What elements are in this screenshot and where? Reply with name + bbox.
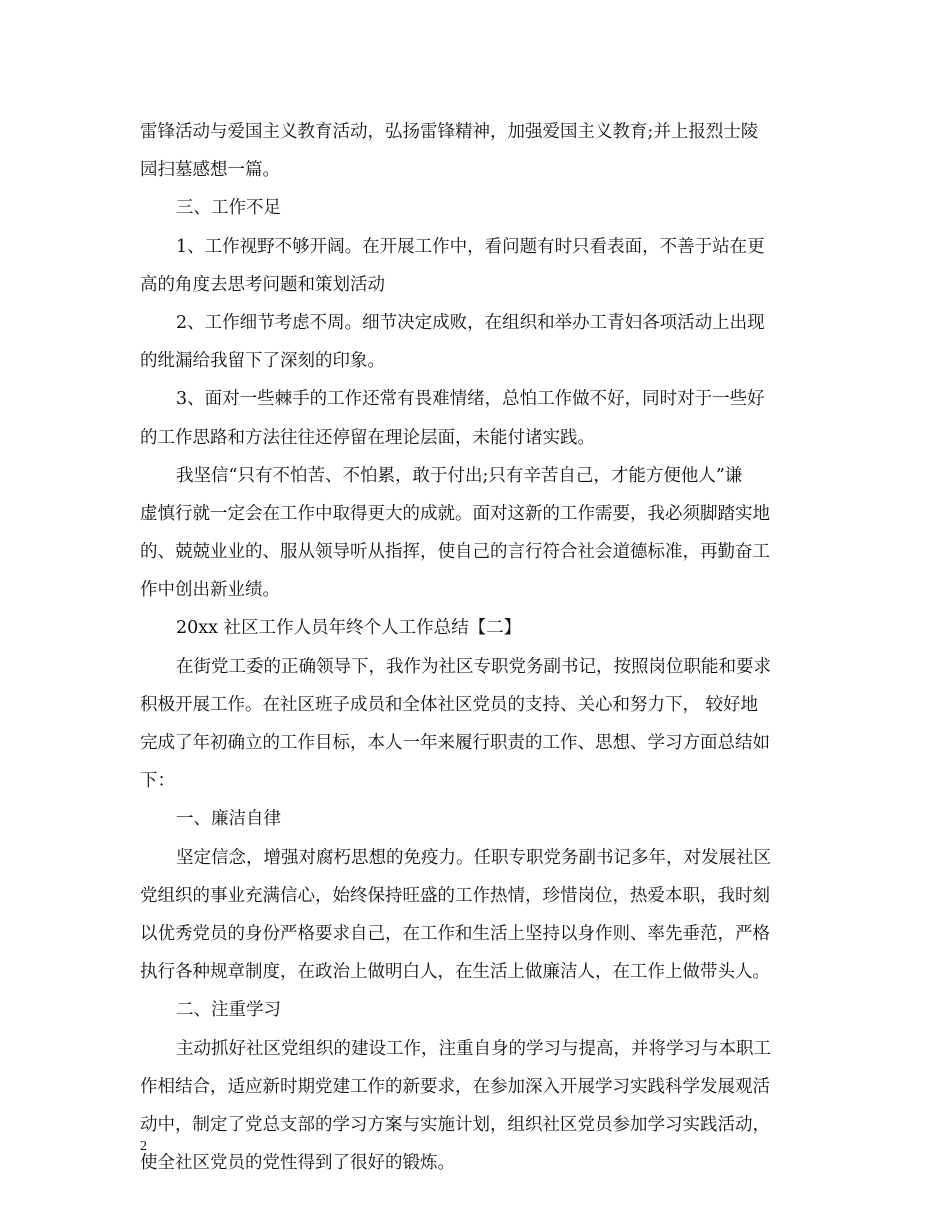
text-line: 在街党工委的正确领导下，我作为社区专职党务副书记，按照岗位职能和要求: [176, 656, 771, 677]
text-line: 雷锋活动与爱国主义教育活动，弘扬雷锋精神，加强爱国主义教育;并上报烈士陵: [140, 122, 759, 142]
document-body: [140, 113, 810, 1182]
text-line: 党组织的事业充满信心，始终保持旺盛的工作热情，珍惜岗位，热爱本职，我时刻: [140, 885, 770, 906]
page-number: 2: [140, 1139, 147, 1154]
text-line: 高的角度去思考问题和策划活动: [140, 274, 385, 295]
text-line: 3、面对一些棘手的工作还常有畏难情绪，总怕工作做不好，同时对于一些好: [176, 389, 765, 410]
text-line: 的工作思路和方法往往还停留在理论层面，未能付诸实践。: [140, 427, 595, 448]
text-line: 二、注重学习: [176, 1000, 281, 1021]
text-line: 坚定信念，增强对腐朽思想的免疫力。任职专职党务副书记多年，对发展社区: [176, 847, 771, 868]
text-line: 一、廉洁自律: [176, 809, 281, 830]
text-line: 园扫墓感想一篇。: [140, 160, 280, 181]
text-line: 的、兢兢业业的、服从领导听从指挥，使自己的言行符合社会道德标准，再勤奋工: [140, 542, 770, 563]
text-line: 作中创出新业绩。: [140, 580, 280, 601]
text-line: 作相结合，适应新时期党建工作的新要求，在参加深入开展学习实践科学发展观活: [140, 1076, 770, 1097]
text-line: 以优秀党员的身份严格要求自己，在工作和生活上坚持以身作则、率先垂范，严格: [140, 923, 770, 944]
text-line: 20xx 社区工作人员年终个人工作总结【二】: [176, 618, 522, 639]
text-line: 使全社区党员的党性得到了很好的锻炼。: [140, 1153, 455, 1174]
text-line: 下：: [140, 771, 175, 792]
text-line: 虚慎行就一定会在工作中取得更大的成就。面对这新的工作需要，我必须脚踏实地: [140, 503, 770, 524]
text-line: 的纰漏给我留下了深刻的印象。: [140, 351, 385, 372]
text-line: 三、工作不足: [176, 198, 281, 219]
text-line: 主动抓好社区党组织的建设工作，注重自身的学习与提高，并将学习与本职工: [176, 1038, 771, 1059]
text-line: 执行各种规章制度，在政治上做明白人，在生活上做廉洁人，在工作上做带头人。: [140, 962, 770, 983]
text-line: 2、工作细节考虑不周。细节决定成败，在组织和举办工青妇各项活动上出现: [176, 312, 765, 333]
text-line: 动中，制定了党总支部的学习方案与实施计划，组织社区党员参加学习实践活动，: [140, 1114, 770, 1135]
text-line: 完成了年初确立的工作目标，本人一年来履行职责的工作、思想、学习方面总结如: [140, 733, 770, 753]
text-line: 1、工作视野不够开阔。在开展工作中，看问题有时只看表面，不善于站在更: [176, 236, 765, 257]
text-line: 我坚信“只有不怕苦、不怕累，敢于付出;只有辛苦自己，才能方便他人”谦: [176, 465, 743, 486]
text-line: 积极开展工作。在社区班子成员和全体社区党员的支持、关心和努力下， 较好地: [140, 694, 759, 715]
